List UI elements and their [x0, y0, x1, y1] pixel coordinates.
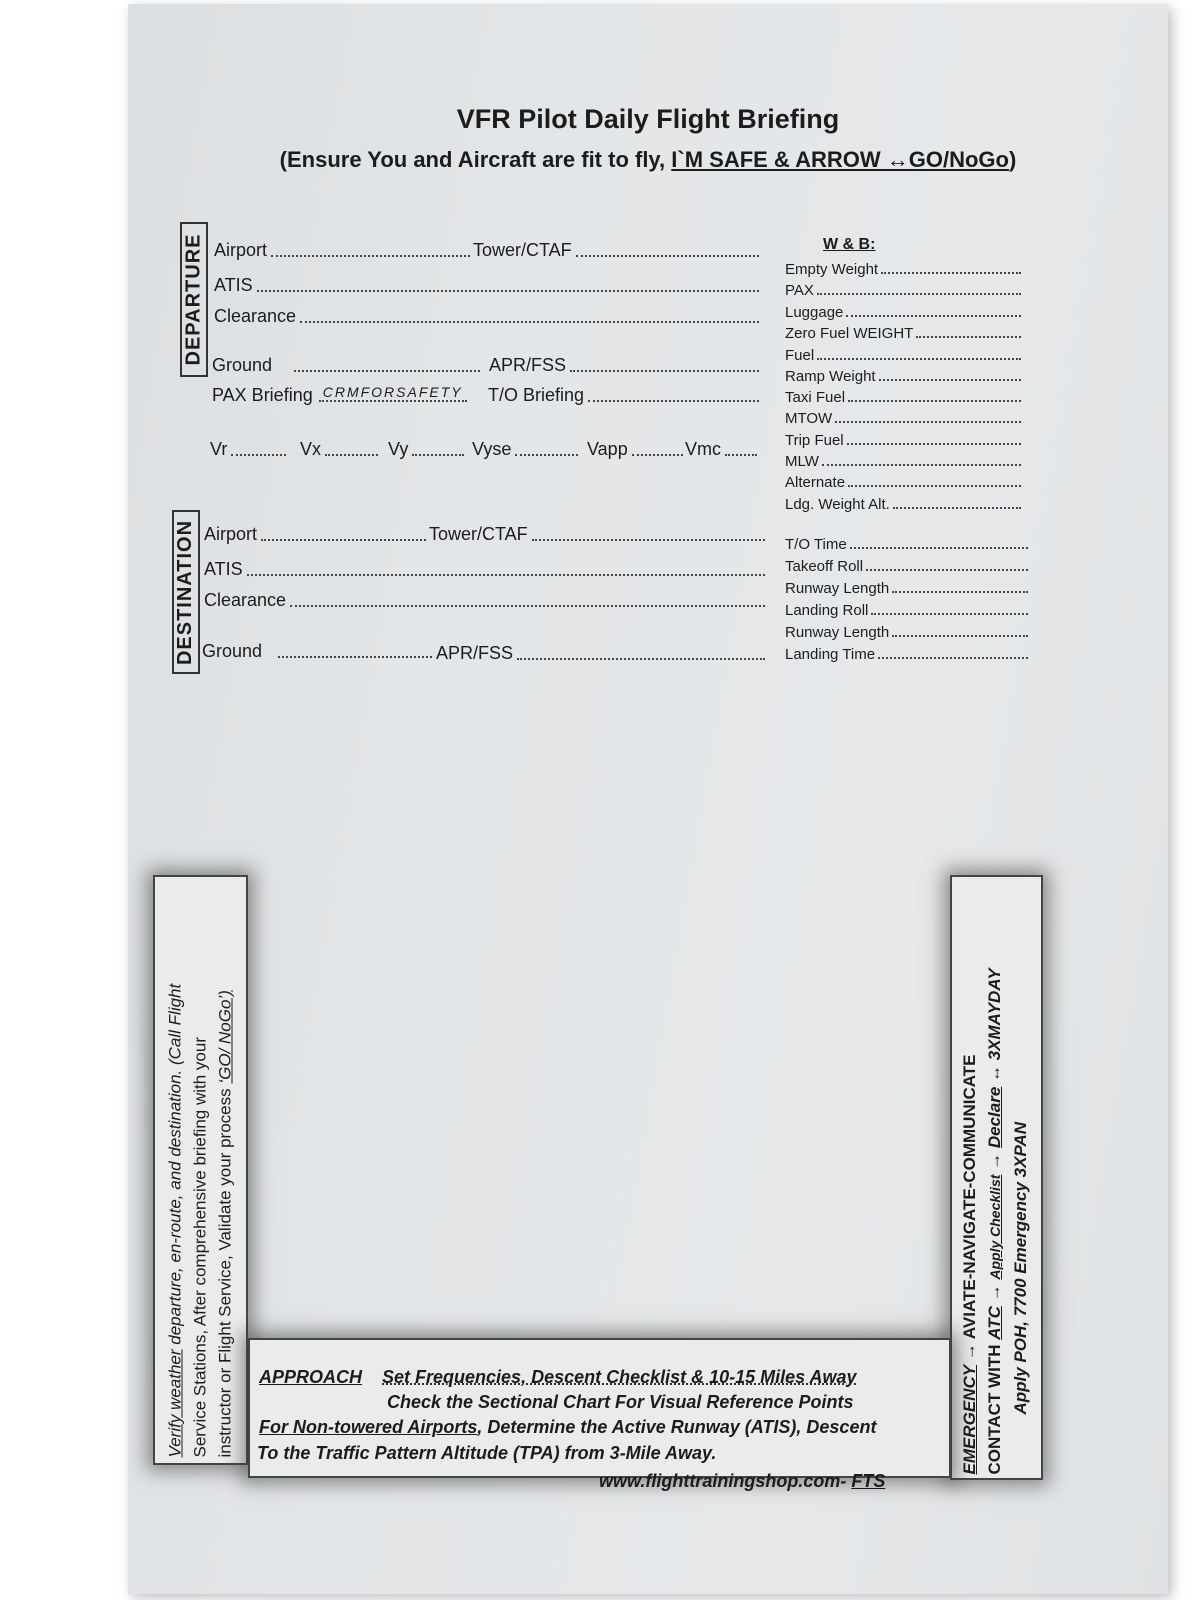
wb-title: W & B: — [823, 236, 876, 253]
fill-line — [835, 421, 1021, 423]
to-briefing-label: T/O Briefing — [488, 385, 585, 405]
pax-briefing-field[interactable] — [212, 382, 482, 406]
perf-label: Takeoff Roll — [785, 558, 864, 575]
perf-runway-length-2-field[interactable] — [785, 621, 1028, 641]
perf-label: Landing Time — [785, 646, 876, 663]
destination-clearance-label: Clearance — [204, 590, 287, 610]
destination-apr-field[interactable] — [436, 640, 769, 664]
weather-note-line-3-text: instructor or Flight Service, Validate your process — [215, 1083, 235, 1458]
contact-with-text: CONTACT WITH — [985, 1339, 1004, 1475]
speed-vapp-label: Vapp — [587, 439, 628, 459]
wb-luggage-field[interactable] — [785, 301, 1021, 321]
fill-line — [325, 454, 378, 456]
pax-briefing-label: PAX Briefing — [212, 385, 313, 405]
destination-airport-label: Airport — [204, 524, 258, 544]
perf-label: Runway Length — [785, 624, 890, 641]
weather-note-line-2: Service Stations, After comprehensive briefing with your — [190, 1037, 210, 1458]
destination-atis-label: ATIS — [204, 559, 243, 579]
subtitle-prefix: (Ensure You and Aircraft are fit to fly, — [279, 147, 672, 172]
weather-note — [160, 883, 240, 1458]
fill-line — [412, 454, 464, 456]
perf-landing-time-field[interactable] — [785, 643, 1028, 663]
departure-atis-label: ATIS — [214, 275, 253, 295]
speed-vy-field[interactable] — [388, 436, 468, 460]
fill-line — [294, 370, 480, 372]
departure-ground-field[interactable] — [212, 352, 484, 376]
departure-label: DEPARTURE — [182, 233, 205, 366]
pax-briefing-value: CRMFORSAFETY — [319, 384, 467, 402]
wb-label: Fuel — [785, 347, 815, 364]
atc-text: ATC — [985, 1306, 1004, 1340]
wb-label: PAX — [785, 282, 814, 299]
departure-apr-field[interactable] — [489, 352, 763, 376]
fts-brand: FTS — [851, 1471, 886, 1491]
fill-line — [725, 454, 757, 456]
fill-line — [848, 400, 1021, 402]
emergency-note — [955, 880, 1035, 1475]
speed-vapp-field[interactable] — [587, 436, 687, 460]
approach-line-3 — [259, 1417, 876, 1438]
fill-line — [570, 370, 759, 372]
perf-landing-roll-field[interactable] — [785, 599, 1028, 619]
subtitle-suffix: ) — [1008, 147, 1017, 172]
wb-label: MTOW — [785, 410, 833, 427]
fill-line — [893, 507, 1021, 509]
fill-line — [866, 569, 1028, 571]
fill-line — [892, 635, 1028, 637]
perf-to-time-field[interactable] — [785, 533, 1028, 553]
departure-airport-field[interactable] — [214, 237, 474, 261]
fill-line — [588, 400, 759, 402]
wb-label: Trip Fuel — [785, 432, 844, 449]
wb-empty-weight-field[interactable] — [785, 258, 1021, 278]
website-text: www.flighttrainingshop.com- — [599, 1471, 852, 1491]
fill-line — [850, 547, 1028, 549]
departure-label-box — [180, 222, 208, 377]
fill-line — [871, 613, 1028, 615]
departure-atis-field[interactable] — [214, 272, 763, 296]
fill-line — [878, 657, 1028, 659]
wb-taxi-fuel-field[interactable] — [785, 386, 1021, 406]
speed-vmc-label: Vmc — [685, 439, 721, 459]
speed-vr-field[interactable] — [210, 436, 290, 460]
verify-weather-text: Verify weather — [165, 1349, 185, 1458]
destination-tower-label: Tower/CTAF — [429, 524, 528, 544]
departure-ground-label: Ground — [212, 355, 273, 375]
arrow-1: → — [985, 1279, 1004, 1307]
fill-line — [879, 379, 1021, 381]
destination-apr-label: APR/FSS — [436, 643, 514, 663]
fill-line — [271, 255, 470, 257]
fill-line — [261, 539, 426, 541]
wb-fuel-field[interactable] — [785, 344, 1021, 364]
page-title: VFR Pilot Daily Flight Briefing — [456, 104, 840, 134]
perf-takeoff-roll-field[interactable] — [785, 555, 1028, 575]
speed-vy-label: Vy — [388, 439, 409, 459]
departure-airport-label: Airport — [214, 240, 268, 260]
destination-ground-field[interactable] — [202, 638, 436, 662]
destination-clearance-field[interactable] — [204, 587, 769, 611]
wb-label: Luggage — [785, 304, 844, 321]
approach-line-4: To the Traffic Pattern Altitude (TPA) from 3-Mile Away. — [257, 1443, 717, 1463]
fill-line — [848, 485, 1021, 487]
fill-line — [846, 315, 1021, 317]
approach-label: APPROACH — [259, 1367, 363, 1387]
fill-line — [576, 255, 759, 257]
weather-note-line-1-rest: departure, en-route, and destination. (Call Flight — [165, 983, 185, 1350]
destination-tower-field[interactable] — [429, 521, 769, 545]
perf-label: Runway Length — [785, 580, 890, 597]
wb-label: MLW — [785, 453, 819, 470]
wb-label: Zero Fuel WEIGHT — [785, 325, 914, 342]
wb-ramp-weight-field[interactable] — [785, 365, 1021, 385]
wb-trip-fuel-field[interactable] — [785, 429, 1021, 449]
wb-label: Ldg. Weight Alt. — [785, 496, 890, 513]
speed-vmc-field[interactable] — [685, 436, 761, 460]
speed-vx-field[interactable] — [300, 436, 382, 460]
fill-line — [247, 574, 765, 576]
declare-text: Declare — [985, 1086, 1004, 1149]
fill-line — [822, 464, 1021, 466]
wb-label: Alternate — [785, 474, 846, 491]
fill-line — [300, 321, 759, 323]
page-subtitle — [128, 147, 1168, 173]
perf-label: T/O Time — [785, 536, 847, 553]
emergency-line-1-rest: → AVIATE-NAVIGATE-COMMUNICATE — [960, 1054, 979, 1365]
emergency-line-1 — [957, 880, 982, 1475]
fill-line — [517, 658, 765, 660]
approach-line-1 — [259, 1367, 857, 1388]
website-line — [599, 1471, 885, 1492]
approach-line-3-rest: , Determine the Active Runway (ATIS), Descent — [477, 1417, 877, 1437]
non-towered-text: For Non-towered Airports — [259, 1417, 478, 1437]
speed-vyse-label: Vyse — [472, 439, 512, 459]
arrow-2: → — [985, 1148, 1004, 1175]
to-briefing-field[interactable] — [488, 382, 763, 406]
departure-tower-field[interactable] — [473, 237, 763, 261]
perf-runway-length-field[interactable] — [785, 577, 1028, 597]
emergency-line-3: Apply POH, 7700 Emergency 3XPAN — [1011, 1121, 1030, 1415]
speed-vx-label: Vx — [300, 439, 322, 459]
apply-checklist-text: Apply Checklist — [987, 1174, 1003, 1280]
fill-line — [916, 336, 1021, 338]
fill-line — [290, 605, 765, 607]
perf-label: Landing Roll — [785, 602, 869, 619]
wb-mtow-field[interactable] — [785, 407, 1021, 427]
departure-clearance-label: Clearance — [214, 306, 297, 326]
emergency-line-2 — [982, 880, 1008, 1475]
wb-label: Ramp Weight — [785, 368, 876, 385]
weather-note-line-1 — [163, 883, 188, 1458]
departure-tower-label: Tower/CTAF — [473, 240, 572, 260]
wb-label: Empty Weight — [785, 261, 879, 278]
departure-clearance-field[interactable] — [214, 303, 763, 327]
wb-mlw-field[interactable] — [785, 450, 1021, 470]
emergency-keyword: EMERGENCY — [960, 1364, 979, 1475]
destination-label-box — [172, 510, 200, 674]
fill-line — [817, 358, 1021, 360]
departure-apr-label: APR/FSS — [489, 355, 567, 375]
fill-line — [515, 454, 578, 456]
wb-label: Taxi Fuel — [785, 389, 846, 406]
destination-airport-field[interactable] — [204, 521, 430, 545]
weather-note-text — [163, 883, 238, 1458]
fill-line — [532, 539, 765, 541]
fill-line — [231, 454, 286, 456]
fill-line — [847, 443, 1021, 445]
weather-note-line-3 — [213, 883, 238, 1458]
fill-line — [278, 656, 432, 658]
fill-line — [817, 293, 1021, 295]
wb-alternate-field[interactable] — [785, 471, 1021, 491]
fill-line — [892, 591, 1028, 593]
mayday-text: ↔ 3XMAYDAY — [985, 968, 1004, 1087]
speed-vyse-field[interactable] — [472, 436, 582, 460]
fill-line — [632, 454, 683, 456]
fill-line — [257, 290, 759, 292]
fill-line — [881, 272, 1021, 274]
approach-line-1-text: Set Frequencies, Descent Checklist & 10-15 Miles Away — [382, 1367, 857, 1387]
destination-atis-field[interactable] — [204, 556, 769, 580]
subtitle-checklist: I`M SAFE & ARROW ↔GO/NoGo — [671, 147, 1009, 172]
go-nogo-text: ‘GO/ NoGo’) — [215, 990, 235, 1084]
speed-vr-label: Vr — [210, 439, 228, 459]
wb-zero-fuel-field[interactable] — [785, 322, 1021, 342]
destination-ground-label: Ground — [202, 641, 263, 661]
approach-line-2: Check the Sectional Chart For Visual Reference Points — [387, 1392, 854, 1412]
emergency-note-text — [957, 880, 1033, 1475]
wb-ldg-weight-alt-field[interactable] — [785, 493, 1021, 513]
wb-pax-field[interactable] — [785, 279, 1021, 299]
destination-label: DESTINATION — [174, 519, 197, 665]
